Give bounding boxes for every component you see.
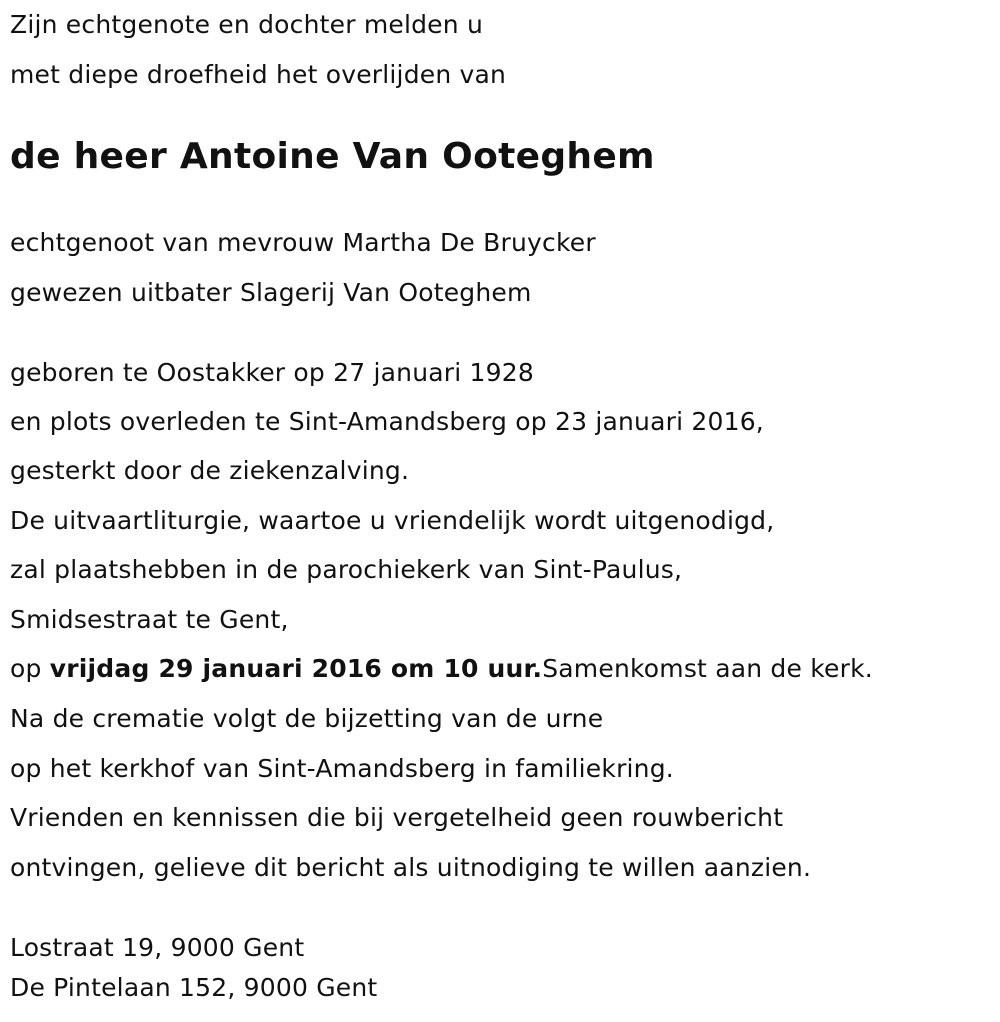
occupation-line: gewezen uitbater Slagerij Van Ooteghem	[10, 278, 532, 307]
intro-line-2: met diepe droefheid het overlijden van	[10, 60, 507, 89]
funeral-date-line	[10, 654, 873, 684]
funeral-date-time: vrijdag 29 januari 2016 om 10 uur.	[49, 654, 543, 683]
funeral-gathering: Samenkomst aan de kerk.	[542, 654, 873, 683]
deceased-name: de heer Antoine Van Ooteghem	[10, 136, 655, 177]
spouse-line: echtgenoot van mevrouw Martha De Bruycker	[10, 228, 596, 257]
street-line: Smidsestraat te Gent,	[10, 605, 289, 634]
cemetery-line: op het kerkhof van Sint-Amandsberg in familiekring.	[10, 754, 674, 783]
funeral-date-prefix: op	[10, 654, 50, 683]
friends-line-2: ontvingen, gelieve dit bericht als uitnodiging te willen aanzien.	[10, 853, 812, 882]
friends-line-1: Vrienden en kennissen die bij vergetelheid geen rouwbericht	[10, 803, 784, 832]
church-line: zal plaatshebben in de parochiekerk van Sint-Paulus,	[10, 555, 683, 584]
address-1: Lostraat 19, 9000 Gent	[10, 933, 305, 962]
born-line: geboren te Oostakker op 27 januari 1928	[10, 358, 534, 387]
died-line: en plots overleden te Sint-Amandsberg op 23 januari 2016,	[10, 407, 764, 436]
sacrament-line: gesterkt door de ziekenzalving.	[10, 456, 410, 485]
intro-line-1: Zijn echtgenote en dochter melden u	[10, 10, 484, 39]
liturgy-line: De uitvaartliturgie, waartoe u vriendelijk wordt uitgenodigd,	[10, 506, 775, 535]
address-2: De Pintelaan 152, 9000 Gent	[10, 973, 378, 1002]
cremation-line: Na de crematie volgt de bijzetting van de urne	[10, 704, 604, 733]
